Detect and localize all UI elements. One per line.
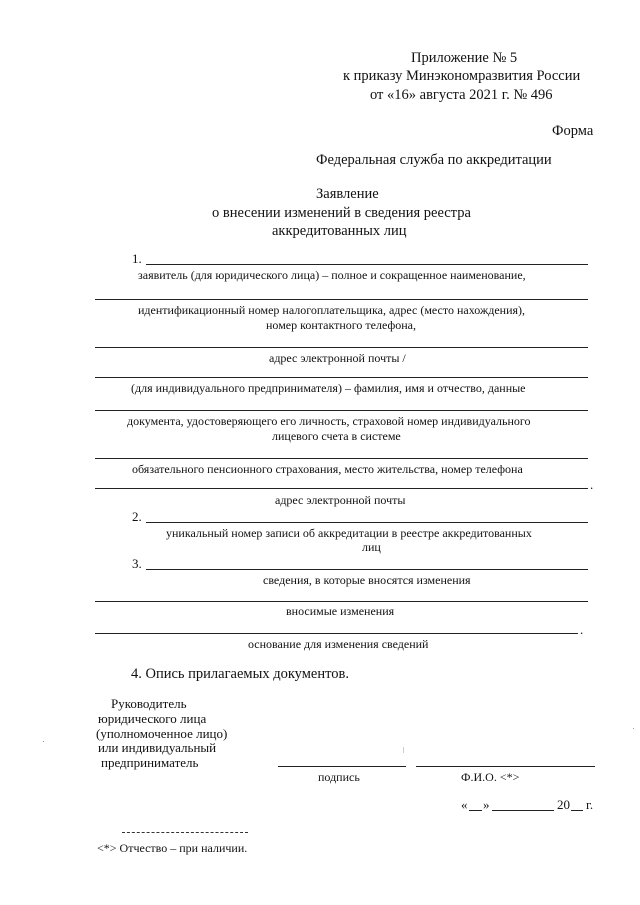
title-line-3: аккредитованных лиц xyxy=(272,223,407,239)
signer-line-2: юридического лица xyxy=(98,711,207,726)
applicant-input-line-7[interactable] xyxy=(95,488,588,489)
full-name-input-line[interactable] xyxy=(416,766,595,767)
caption-email-2: адрес электронной почты xyxy=(275,493,406,507)
applicant-input-line-4[interactable] xyxy=(95,377,588,378)
full-name-caption: Ф.И.О. <*> xyxy=(461,770,520,784)
field-number-1: 1. xyxy=(132,251,142,266)
caption-identity-document: документа, удостоверяющего его личность, страховой номер индивидуального xyxy=(127,414,531,428)
caption-persons: лиц xyxy=(362,540,381,554)
order-reference: к приказу Минэкономразвития России xyxy=(343,68,581,84)
form-label: Форма xyxy=(552,123,594,139)
caption-grounds: основание для изменения сведений xyxy=(248,637,429,651)
year-input-line[interactable] xyxy=(571,810,583,811)
field-number-2: 2. xyxy=(132,509,142,524)
signer-line-1: Руководитель xyxy=(111,696,187,711)
changes-input[interactable] xyxy=(95,601,588,602)
order-date: от «16» августа 2021 г. № 496 xyxy=(370,87,553,103)
scan-speck xyxy=(403,747,404,753)
signature-input-line[interactable] xyxy=(278,766,406,767)
accreditation-number-input[interactable] xyxy=(146,522,588,523)
caption-entrepreneur: (для индивидуального предпринимателя) – фамилия, имя и отчество, данные xyxy=(131,381,526,395)
caption-accreditation-record: уникальный номер записи об аккредитации в реестре аккредитованных xyxy=(166,526,532,540)
caption-applicant-name: заявитель (для юридического лица) – полное и сокращенное наименование, xyxy=(138,268,526,282)
day-input-line[interactable] xyxy=(469,810,482,811)
signer-line-3: (уполномоченное лицо) xyxy=(96,726,228,741)
signer-line-5: предприниматель xyxy=(101,755,199,770)
field-number-3: 3. xyxy=(132,556,142,571)
caption-email: адрес электронной почты / xyxy=(269,351,406,365)
applicant-input-line-1[interactable] xyxy=(146,264,588,265)
end-period-2: . xyxy=(580,622,584,637)
signer-line-4: или индивидуальный xyxy=(98,740,217,755)
year-prefix: 20 xyxy=(557,797,570,812)
scan-speck xyxy=(43,741,44,742)
agency-name: Федеральная служба по аккредитации xyxy=(316,152,552,168)
scan-speck xyxy=(633,728,634,729)
year-suffix: г. xyxy=(586,797,594,812)
end-period-1: . xyxy=(590,477,594,492)
footnote-text: <*> Отчество – при наличии. xyxy=(97,841,248,855)
title-line-2: о внесении изменений в сведения реестра xyxy=(212,205,471,221)
footnote-separator xyxy=(122,832,248,833)
caption-account-system: лицевого счета в системе xyxy=(272,429,401,443)
applicant-input-line-6[interactable] xyxy=(95,458,588,459)
applicant-input-line-3[interactable] xyxy=(95,347,588,348)
applicant-input-line-2[interactable] xyxy=(95,299,588,300)
appendix-label: Приложение № 5 xyxy=(411,50,518,66)
date-quote-open: « xyxy=(461,797,468,812)
grounds-input[interactable] xyxy=(95,633,578,634)
caption-changes: вносимые изменения xyxy=(286,604,395,618)
applicant-input-line-5[interactable] xyxy=(95,410,588,411)
title-line-1: Заявление xyxy=(316,186,379,202)
caption-phone: номер контактного телефона, xyxy=(266,318,416,332)
inventory-heading: 4. Опись прилагаемых документов. xyxy=(131,666,349,682)
caption-tax-id: идентификационный номер налогоплательщика, адрес (место нахождения), xyxy=(138,303,526,317)
date-quote-close: » xyxy=(483,797,490,812)
caption-changed-info: сведения, в которые вносятся изменения xyxy=(263,573,471,587)
caption-pension-insurance: обязательного пенсионного страхования, место жительства, номер телефона xyxy=(132,462,523,476)
signature-caption: подпись xyxy=(318,770,360,784)
changed-info-input[interactable] xyxy=(146,569,588,570)
month-input-line[interactable] xyxy=(492,810,554,811)
